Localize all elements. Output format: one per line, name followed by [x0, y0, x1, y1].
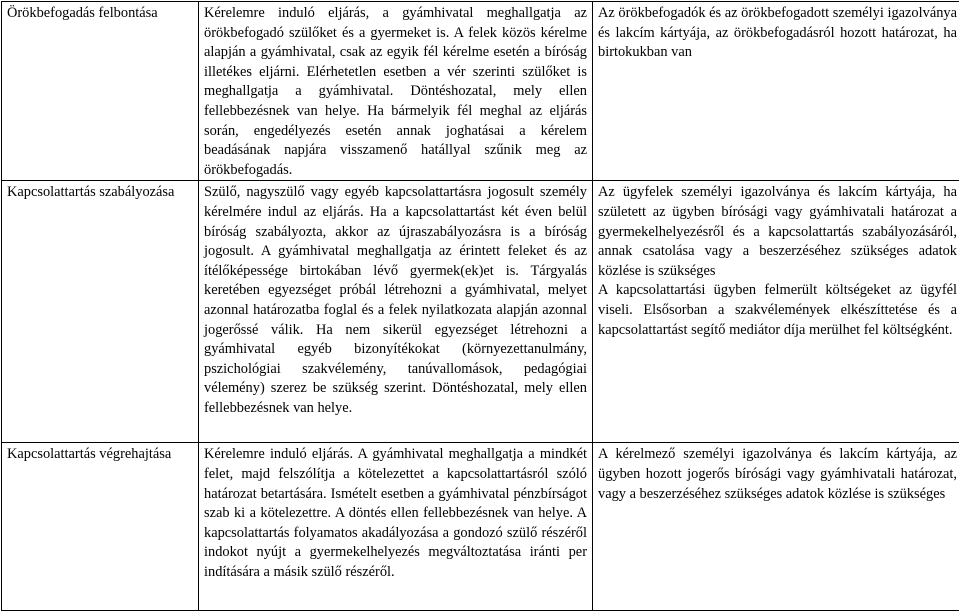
- procedure-table: [1, 1, 959, 611]
- procedure-description: [199, 181, 593, 443]
- required-documents: [593, 443, 959, 611]
- table-row: [2, 2, 959, 181]
- table-row: [2, 443, 959, 611]
- required-documents: [593, 2, 959, 181]
- documents-text: Az ügyfelek személyi igazolványa és lakcím kártyája, ha született az ügyben bírósági vagy gyámhivatali határozat a gyermekelhelyezésről és a kapcsolattartás szabályozásáról, annak csatolása vagy a beszerzéséhez szükséges adatok közlése is szükséges: [598, 183, 957, 281]
- row-title: Örökbefogadás felbontása: [2, 2, 199, 181]
- table-row: [2, 181, 959, 443]
- required-documents: [593, 181, 959, 443]
- row-title: Kapcsolattartás végrehajtása: [2, 443, 199, 611]
- row-title: Kapcsolattartás szabályozása: [2, 181, 199, 443]
- costs-text: A kapcsolattartási ügyben felmerült költségeket az ügyfél viseli. Elsősorban a szakvélemények elkészíttetése és a kapcsolattartást segítő mediátor díja merülhet fel költségként.: [598, 281, 957, 340]
- procedure-description: [199, 2, 593, 181]
- documents-text: A kérelmező személyi igazolványa és lakcím kártyája, az ügyben hozott jogerős bírósági vagy gyámhivatali határozat, vagy a beszerzéséhez szükséges adatok közlése is szükséges: [598, 445, 957, 504]
- procedure-text: Szülő, nagyszülő vagy egyéb kapcsolattartásra jogosult személy kérelmére indul az eljárás. Ha a kapcsolattartást két éven belül bíróság szabályozta, akkor az újraszabályozásra is a bíróság jogosult. A gyámhivatal meghallgatja az érintett feleket és az ítélőképessége birtokában lévő gyermek(ek)et is. Tárgyalás keretében egyezséget próbál létrehozni a gyámhivatal, melyet azonnal határozatba foglal és a felek nyilatkozata alapján azonnal jogerőssé válik. Ha nem sikerül egyezséget létrehozni a gyámhivatal egyéb bizonyítékokat (környezettanulmány, pszichológiai szakvélemény, tanúvallomások, pedagógiai vélemény) szerez be szükség szerint. Döntéshozatal, mely ellen fellebbezésnek van helye.: [204, 183, 587, 418]
- procedure-text: Kérelemre induló eljárás. A gyámhivatal meghallgatja a mindkét felet, majd felszólítja a kötelezettet a kapcsolattartásról szóló határozat betartására. Ismételt esetben a gyámhivatal pénzbírságot szab ki a kötelezettre. A döntés ellen fellebbezésnek van helye. A kapcsolattartás folyamatos akadályozása a gondozó szülő részéről indokot nyújt a gyermekelhelyezés megváltoztatása iránti per indítására a másik szülő részéről.: [204, 445, 587, 582]
- procedure-text: Kérelemre induló eljárás, a gyámhivatal meghallgatja az örökbefogadó szülőket és a gyermeket is. A felek közös kérelme alapján a gyámhivatal, csak az egyik fél kérelme esetén a bíróság illetékes eljárni. Elérhetetlen esetben a vér szerinti szülőket is meghallgatja a gyámhivatal. Döntéshozatal, mely ellen fellebbezésnek van helye. Ha bármelyik fél meghal az eljárás során, engedélyezés esetén annak joghatásai a kérelem beadásának napjára visszamenő hatállyal szűnik meg az örökbefogadás.: [204, 4, 587, 180]
- procedure-description: [199, 443, 593, 611]
- documents-text: Az örökbefogadók és az örökbefogadott személyi igazolványa és lakcím kártyája, az örökbefogadásról hozott határozat, ha birtokukban van: [598, 4, 957, 63]
